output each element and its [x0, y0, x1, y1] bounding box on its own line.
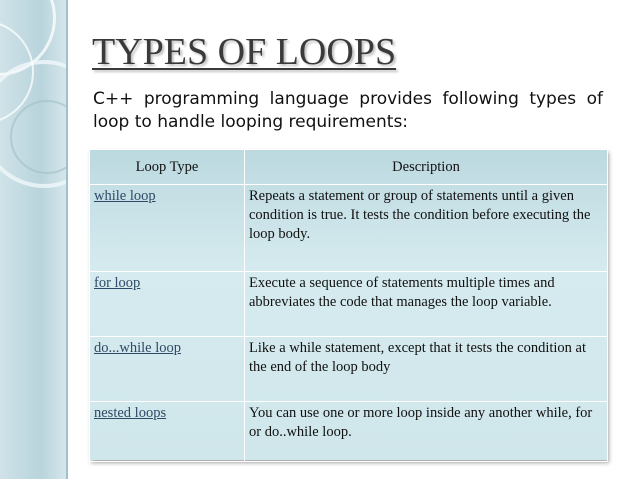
header-loop-type: Loop Type — [90, 150, 245, 185]
loops-table — [89, 149, 608, 462]
intro-text: C++ programming language provides following types of loop to handle looping requirements: — [93, 89, 603, 132]
description-cell: You can use one or more loop inside any another while, for or do..while loop. — [245, 402, 608, 462]
decorative-side-band — [0, 0, 68, 479]
slide-title: TYPES OF LOOPS — [92, 31, 397, 73]
table-header-row — [90, 150, 608, 185]
description-cell: Repeats a statement or group of statements until a given condition is true. It tests the condition before executing the loop body. — [245, 185, 608, 272]
loop-type-cell — [90, 337, 245, 402]
nested-loops-link[interactable]: nested loops — [94, 405, 167, 421]
do-while-loop-link[interactable]: do...while loop — [94, 340, 181, 356]
for-loop-link[interactable]: for loop — [94, 275, 141, 291]
loop-type-cell — [90, 402, 245, 462]
description-cell: Like a while statement, except that it tests the condition at the end of the loop body — [245, 337, 608, 402]
loop-type-cell — [90, 185, 245, 272]
loops-table-container — [89, 149, 607, 460]
band-edge — [66, 0, 68, 479]
while-loop-link[interactable]: while loop — [94, 188, 156, 204]
header-description: Description — [245, 150, 608, 185]
table-row — [90, 402, 608, 462]
table-row — [90, 272, 608, 337]
description-cell: Execute a sequence of statements multiple times and abbreviates the code that manages the loop variable. — [245, 272, 608, 337]
loop-type-cell — [90, 272, 245, 337]
table-row — [90, 337, 608, 402]
table-row — [90, 185, 608, 272]
